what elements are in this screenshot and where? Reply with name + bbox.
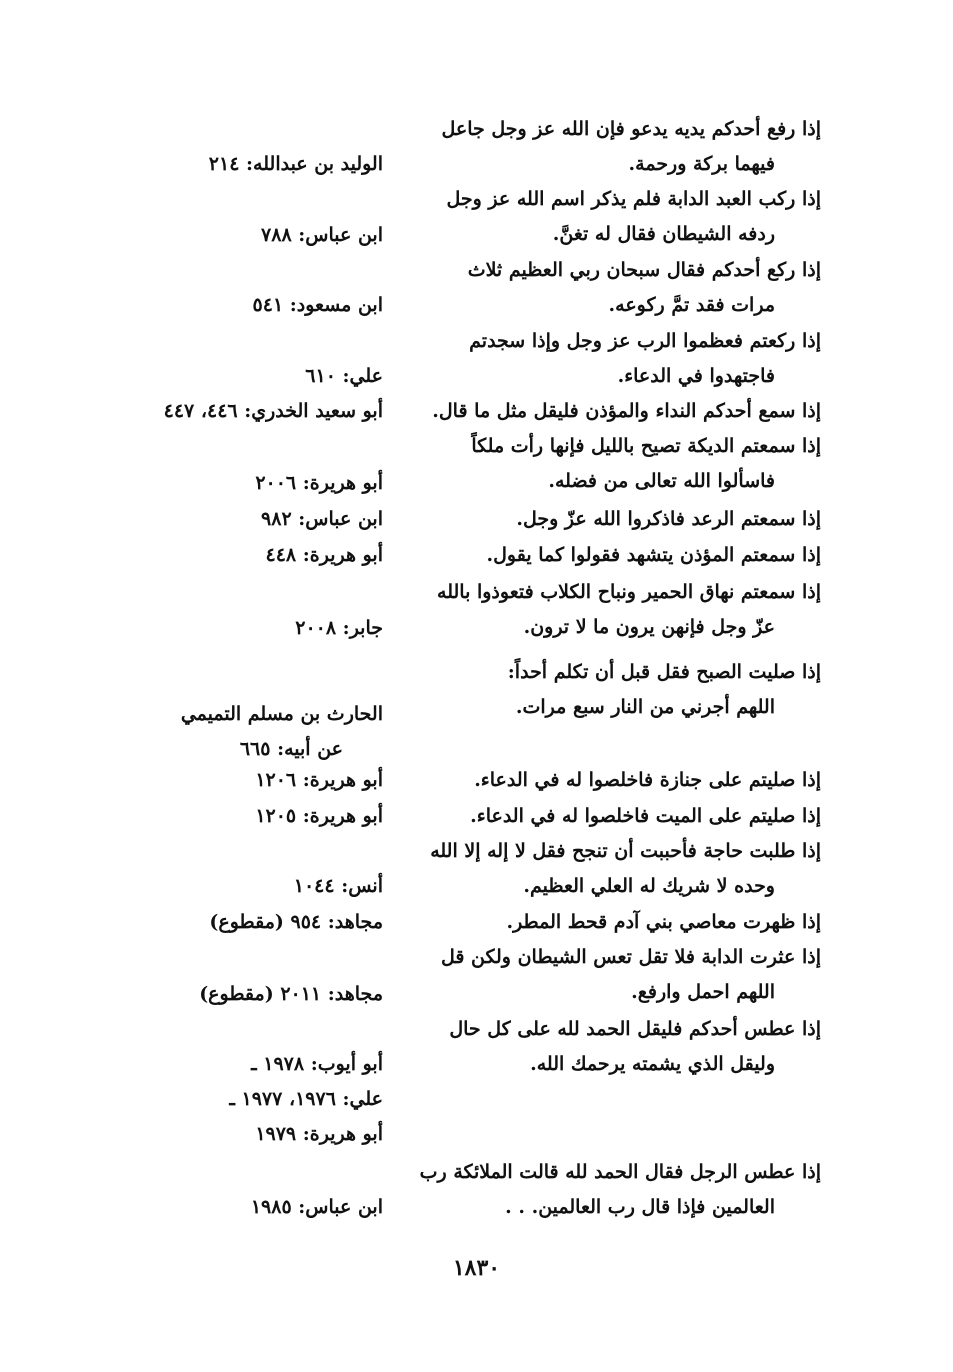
hadith-line: إذا ظهرت معاصي بني آدم قحط المطر. — [506, 911, 821, 933]
hadith-source — [100, 466, 383, 501]
source-line: أبو هريرة: ١٢٠٦ — [255, 769, 383, 791]
hadith-line: فاجتهدوا في الدعاء. — [617, 365, 775, 387]
hadith-text — [421, 834, 821, 904]
hadith-line: إذا صليت الصبح فقل قبل أن تكلم أحداً: — [507, 661, 821, 683]
hadith-source — [100, 905, 383, 940]
source-line: الحارث بن مسلم التميمي — [180, 703, 383, 725]
hadith-source — [100, 147, 383, 182]
source-line: أبو هريرة: ٢٠٠٦ — [255, 472, 383, 494]
hadith-text — [421, 182, 821, 252]
source-line: ابن عباس: ٩٨٢ — [261, 508, 383, 530]
hadith-source — [100, 502, 383, 537]
hadith-line: مرات فقد تمَّ ركوعه. — [608, 294, 775, 316]
hadith-line: وليقل الذي يشمته يرحمك الله. — [530, 1053, 775, 1075]
hadith-text — [421, 940, 821, 1010]
hadith-text — [421, 905, 821, 940]
hadith-line: عزّ وجل فإنهن يرون ما لا ترون. — [523, 616, 775, 638]
hadith-text — [421, 799, 821, 834]
hadith-source — [100, 288, 383, 323]
source-line: علي: ٦١٠ — [305, 365, 383, 387]
hadith-source — [100, 538, 383, 573]
hadith-source — [90, 394, 383, 429]
hadith-text — [421, 112, 821, 182]
hadith-line: إذا رفع أحدكم يديه يدعو فإن الله عز وجل جاعل — [441, 118, 821, 140]
hadith-line: إذا صليتم على جنازة فاخلصوا له في الدعاء. — [474, 769, 821, 791]
hadith-line: إذا ركب العبد الدابة فلم يذكر اسم الله عز وجل — [446, 188, 821, 210]
source-line: جابر: ٢٠٠٨ — [295, 617, 383, 639]
source-line: أبو هريرة: ١٩٧٩ — [255, 1123, 383, 1145]
source-line: أبو سعيد الخدري: ٤٤٦، ٤٤٧ — [163, 400, 383, 422]
hadith-line: إذا عطس الرجل فقال الحمد لله قالت الملائكة رب — [419, 1161, 821, 1183]
hadith-source — [100, 763, 383, 798]
source-line: الوليد بن عبدالله: ٢١٤ — [208, 153, 383, 175]
source-line: أبو هريرة: ١٢٠٥ — [255, 805, 383, 827]
hadith-text — [421, 1155, 821, 1225]
hadith-source — [100, 697, 383, 767]
hadith-line: فيهما بركة ورحمة. — [628, 153, 775, 175]
hadith-text — [421, 655, 821, 725]
source-line: مجاهد: ٢٠١١ (مقطوع) — [199, 983, 383, 1005]
source-line: ابن عباس: ٧٨٨ — [261, 224, 383, 246]
hadith-line: العالمين فإذا قال رب العالمين. . . — [505, 1196, 775, 1218]
hadith-text — [421, 429, 821, 499]
hadith-line: إذا عثرت الدابة فلا تقل تعس الشيطان ولكن قل — [440, 946, 821, 968]
hadith-line: وحده لا شريك له العلي العظيم. — [523, 875, 775, 897]
hadith-text — [421, 1012, 821, 1082]
hadith-text — [421, 502, 821, 537]
source-line: أبو أيوب: ١٩٧٨ ـ — [251, 1053, 383, 1075]
hadith-source — [100, 799, 383, 834]
hadith-line: إذا سمعتم الديكة تصيح بالليل فإنها رأت ملكاً — [471, 435, 821, 457]
source-line: عن أبيه: ٦٦٥ — [239, 738, 343, 760]
hadith-source — [100, 1047, 383, 1152]
hadith-source — [100, 869, 383, 904]
hadith-source — [100, 1190, 383, 1225]
hadith-line: إذا ركعتم فعظموا الرب عز وجل وإذا سجدتم — [469, 330, 821, 352]
source-line: علي: ١٩٧٦، ١٩٧٧ ـ — [229, 1088, 383, 1110]
source-line: مجاهد: ٩٥٤ (مقطوع) — [209, 911, 383, 933]
hadith-line: إذا طلبت حاجة فأحببت أن تنجح فقل لا إله إلا الله — [430, 840, 821, 862]
hadith-text — [421, 538, 821, 573]
hadith-source — [100, 611, 383, 646]
hadith-line: اللهم احمل وارفع. — [631, 981, 775, 1003]
page-number: ١٨٣٠ — [452, 1255, 501, 1281]
source-line: أنس: ١٠٤٤ — [293, 875, 383, 897]
hadith-line: فاسألوا الله تعالى من فضله. — [548, 470, 775, 492]
hadith-text — [421, 763, 821, 798]
hadith-line: إذا صليتم على الميت فاخلصوا له في الدعاء. — [470, 805, 821, 827]
hadith-text — [421, 394, 821, 429]
hadith-text — [421, 324, 821, 394]
hadith-line: إذا عطس أحدكم فليقل الحمد لله على كل حال — [449, 1018, 821, 1040]
hadith-line: اللهم أجرني من النار سبع مرات. — [515, 696, 775, 718]
hadith-source — [100, 218, 383, 253]
hadith-text — [421, 575, 821, 645]
hadith-line: إذا سمع أحدكم النداء والمؤذن فليقل مثل ما قال. — [432, 400, 821, 422]
source-line: ابن مسعود: ٥٤١ — [252, 294, 383, 316]
hadith-source — [100, 977, 383, 1012]
hadith-line: ردفه الشيطان فقال له تغنَّ. — [552, 223, 775, 245]
hadith-line: إذا سمعتم المؤذن يتشهد فقولوا كما يقول. — [486, 544, 821, 566]
hadith-source — [100, 359, 383, 394]
source-line: أبو هريرة: ٤٤٨ — [265, 544, 383, 566]
source-line: ابن عباس: ١٩٨٥ — [250, 1196, 383, 1218]
hadith-line: إذا سمعتم الرعد فاذكروا الله عزّ وجل. — [516, 508, 821, 530]
hadith-text — [421, 253, 821, 323]
hadith-line: إذا سمعتم نهاق الحمير ونباح الكلاب فتعوذوا بالله — [437, 581, 821, 603]
hadith-line: إذا ركع أحدكم فقال سبحان ربي العظيم ثلاث — [467, 259, 821, 281]
